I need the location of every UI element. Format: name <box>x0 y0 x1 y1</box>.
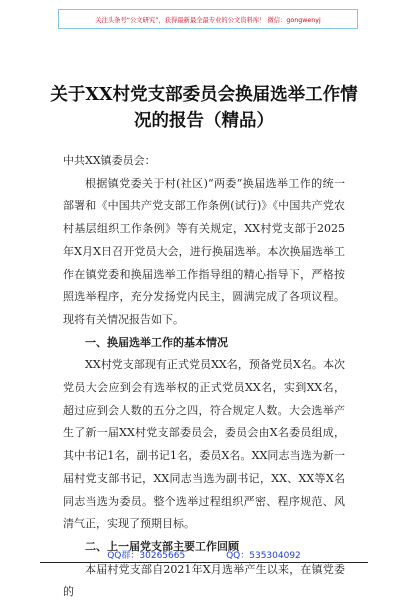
document-title <box>40 82 368 134</box>
title-line-1: 关于XX村党支部委员会换届选举工作情 <box>50 85 358 105</box>
greeting: 中共XX镇委员会： <box>63 154 156 167</box>
footer-divider <box>40 562 368 563</box>
paragraph-intro: 根据镇党委关于村(社区)“两委”换届选举工作的统一部署和《中国共产党支部工作条例(试行)》《中国共产党农村基层组织工作条例》等有关规定，XX村党支部于2025年X月X日召开党员大会，进行换届选举。本次换届选举工作在镇党委和换届选举工作指导组的精心指导下，严格按照选举程序，充分发扬党内民主，圆满完成了各项议程。现将有关情况报告如下。 <box>63 176 345 326</box>
title-line-2: 况的报告（精品） <box>134 111 274 131</box>
document-body <box>63 150 345 604</box>
paragraph-basic-situation: XX村党支部现有正式党员XX名，预备党员X名。本次党员大会应到会有选举权的正式党员XX名，实到XX名，超过应到会人数的五分之四，符合规定人数。大会选举产生了新一届XX村党支部委员会，委员会由X名委员组成，其中书记1名，副书记1名，委员X名。XX同志当选为新一届村党支部书记，XX同志当选为副书记，XX、XX等X名同志当选为委员。整个选举过程组织严密、程序规范、风清气正，实现了预期目标。 <box>63 358 345 531</box>
promo-banner: 关注头条号“公文研究”，获得最新最全最专业的公文资料库！ 微信：gongwenyj <box>58 9 358 29</box>
paragraph-review: 本届村党支部自2021年X月选举产生以来，在镇党委的 <box>63 562 345 599</box>
footer-qq: QQ：535304092 <box>226 551 301 561</box>
footer-contact <box>0 548 408 561</box>
section-heading-2: 二、上一届党支部主要工作回顾 <box>85 539 239 553</box>
section-heading-1: 一、换届选举工作的基本情况 <box>85 335 228 349</box>
footer-qq-group: QQ群：30265665 <box>107 551 186 561</box>
